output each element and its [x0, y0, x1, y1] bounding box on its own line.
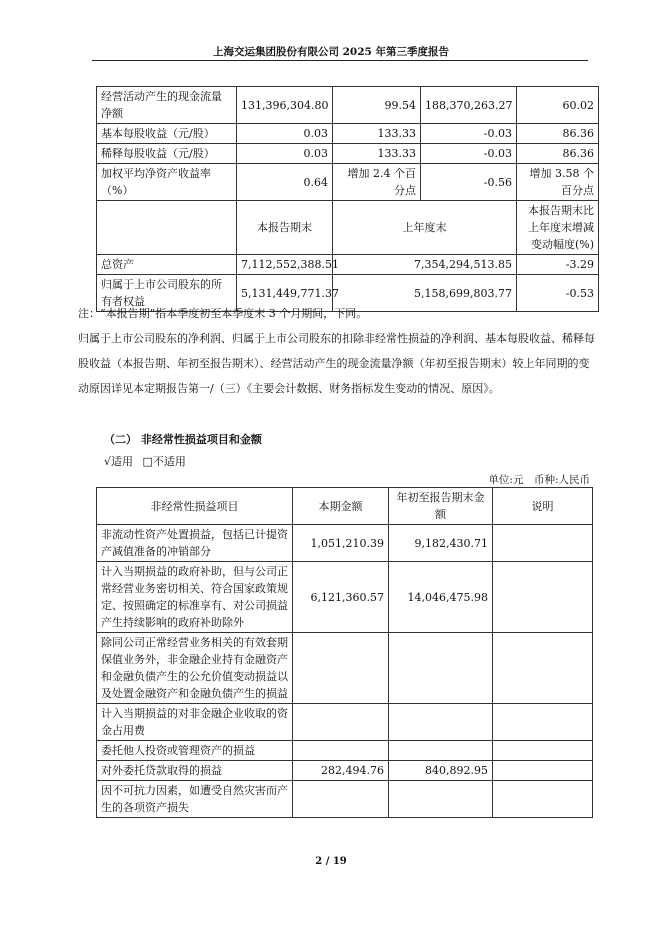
- cell-value: 增加 3.58 个百分点: [517, 164, 599, 201]
- item-label: 计入当期损益的政府补助，但与公司正常经营业务密切相关、符合国家政策规定、按照确定的标准享有、对公司损益产生持续影响的政府补助除外: [97, 562, 293, 633]
- blank-cell: [97, 201, 237, 255]
- cell-value: 5,131,449,771.37: [237, 275, 333, 312]
- cell-value: [293, 704, 389, 741]
- item-label: 除同公司正常经营业务相关的有效套期保值业务外，非金融企业持有金融资产和金融负债产生的公允价值变动损益以及处置金融资产和金融负债产生的损益: [97, 633, 293, 704]
- item-label: 对外委托贷款取得的损益: [97, 761, 293, 781]
- cell-note: [493, 761, 593, 781]
- column-header: 本报告期末比上年度末增减变动幅度(%): [517, 201, 599, 255]
- cell-value: 133.33: [333, 124, 421, 144]
- header-divider: [92, 60, 588, 61]
- cell-value: [293, 741, 389, 761]
- explanation-paragraph: 归属于上市公司股东的净利润、归属于上市公司股东的扣除非经常性损益的净利润、基本每股收益、稀释每股收益（本报告期、年初至报告期末）、经营活动产生的现金流量净额（年初至报告期末）较上年同期的变动原因详见本定期报告第一/（三）《主要会计数据、财务指标发生变动的情况、原因》。: [78, 332, 595, 395]
- cell-value: 1,051,210.39: [293, 525, 389, 562]
- cell-value: 86.36: [517, 144, 599, 164]
- cell-note: [493, 741, 593, 761]
- table-row: [97, 164, 599, 201]
- table-header-row: [97, 201, 599, 255]
- cell-value: 131,396,304.80: [237, 87, 333, 124]
- column-header: 本报告期末: [237, 201, 333, 255]
- cell-value: 5,158,699,803.77: [333, 275, 517, 312]
- table-row: [97, 124, 599, 144]
- column-header: 上年度末: [333, 201, 517, 255]
- cell-value: 133.33: [333, 144, 421, 164]
- cell-value: 9,182,430.71: [389, 525, 493, 562]
- page-header: 上海交运集团股份有限公司 2025 年第三季度报告: [212, 46, 450, 58]
- column-header: 非经常性损益项目: [97, 488, 293, 525]
- cell-value: 840,892.95: [389, 761, 493, 781]
- cell-value: [389, 633, 493, 704]
- cell-value: [389, 781, 493, 818]
- table-row: [97, 562, 593, 633]
- cell-value: 0.03: [237, 144, 333, 164]
- cell-note: [493, 633, 593, 704]
- row-label: 总资产: [97, 255, 237, 275]
- page-number: 2 / 19: [315, 856, 347, 867]
- cell-value: [293, 633, 389, 704]
- cell-value: 0.64: [237, 164, 333, 201]
- table-header-row: [97, 488, 593, 525]
- table-note: 注：“本报告期”指本季度初至本季度末 3 个月期间，下同。: [78, 307, 368, 320]
- cell-value: 增加 2.4 个百分点: [333, 164, 421, 201]
- row-label: 归属于上市公司股东的所有者权益: [97, 275, 237, 312]
- cell-value: -0.03: [421, 124, 517, 144]
- item-label: 因不可抗力因素，如遭受自然灾害而产生的各项资产损失: [97, 781, 293, 818]
- column-header: 说明: [493, 488, 593, 525]
- cell-note: [493, 781, 593, 818]
- table-row: [97, 741, 593, 761]
- row-label: 经营活动产生的现金流量净额: [97, 87, 237, 124]
- cell-value: 188,370,263.27: [421, 87, 517, 124]
- item-label: 非流动性资产处置损益，包括已计提资产减值准备的冲销部分: [97, 525, 293, 562]
- item-label: 计入当期损益的对非金融企业收取的资金占用费: [97, 704, 293, 741]
- cell-value: -0.56: [421, 164, 517, 201]
- cell-value: 14,046,475.98: [389, 562, 493, 633]
- column-header: 本期金额: [293, 488, 389, 525]
- cell-value: 86.36: [517, 124, 599, 144]
- cell-value: -0.53: [517, 275, 599, 312]
- cell-note: [493, 562, 593, 633]
- applicability-options: [104, 453, 186, 469]
- cell-value: -3.29: [517, 255, 599, 275]
- column-header: 年初至报告期末金额: [389, 488, 493, 525]
- cell-value: 7,354,294,513.85: [333, 255, 517, 275]
- item-label: 委托他人投资或管理资产的损益: [97, 741, 293, 761]
- cell-value: [389, 741, 493, 761]
- cell-value: 282,494.76: [293, 761, 389, 781]
- table-row: [97, 525, 593, 562]
- cell-note: [493, 525, 593, 562]
- cell-value: 6,121,360.57: [293, 562, 389, 633]
- cell-note: [493, 704, 593, 741]
- table-row: [97, 87, 599, 124]
- cell-value: 0.03: [237, 124, 333, 144]
- table-row: [97, 633, 593, 704]
- cell-value: [293, 781, 389, 818]
- applicable-checkbox: √适用: [104, 455, 134, 468]
- table-row: [97, 704, 593, 741]
- section-title: （二） 非经常性损益项目和金额: [104, 433, 262, 446]
- table-row: [97, 781, 593, 818]
- key-financials-table: [96, 86, 599, 312]
- table-row: [97, 761, 593, 781]
- row-label: 稀释每股收益（元/股）: [97, 144, 237, 164]
- cell-value: [389, 704, 493, 741]
- not-applicable-checkbox: □不适用: [142, 455, 186, 468]
- cell-value: 60.02: [517, 87, 599, 124]
- non-recurring-items-table: [96, 487, 593, 818]
- cell-value: 7,112,552,388.51: [237, 255, 333, 275]
- cell-value: -0.03: [421, 144, 517, 164]
- row-label: 加权平均净资产收益率（%）: [97, 164, 237, 201]
- cell-value: 99.54: [333, 87, 421, 124]
- currency-unit: 单位:元 币种:人民币: [488, 474, 590, 486]
- table-row: [97, 255, 599, 275]
- table-row: [97, 144, 599, 164]
- row-label: 基本每股收益（元/股）: [97, 124, 237, 144]
